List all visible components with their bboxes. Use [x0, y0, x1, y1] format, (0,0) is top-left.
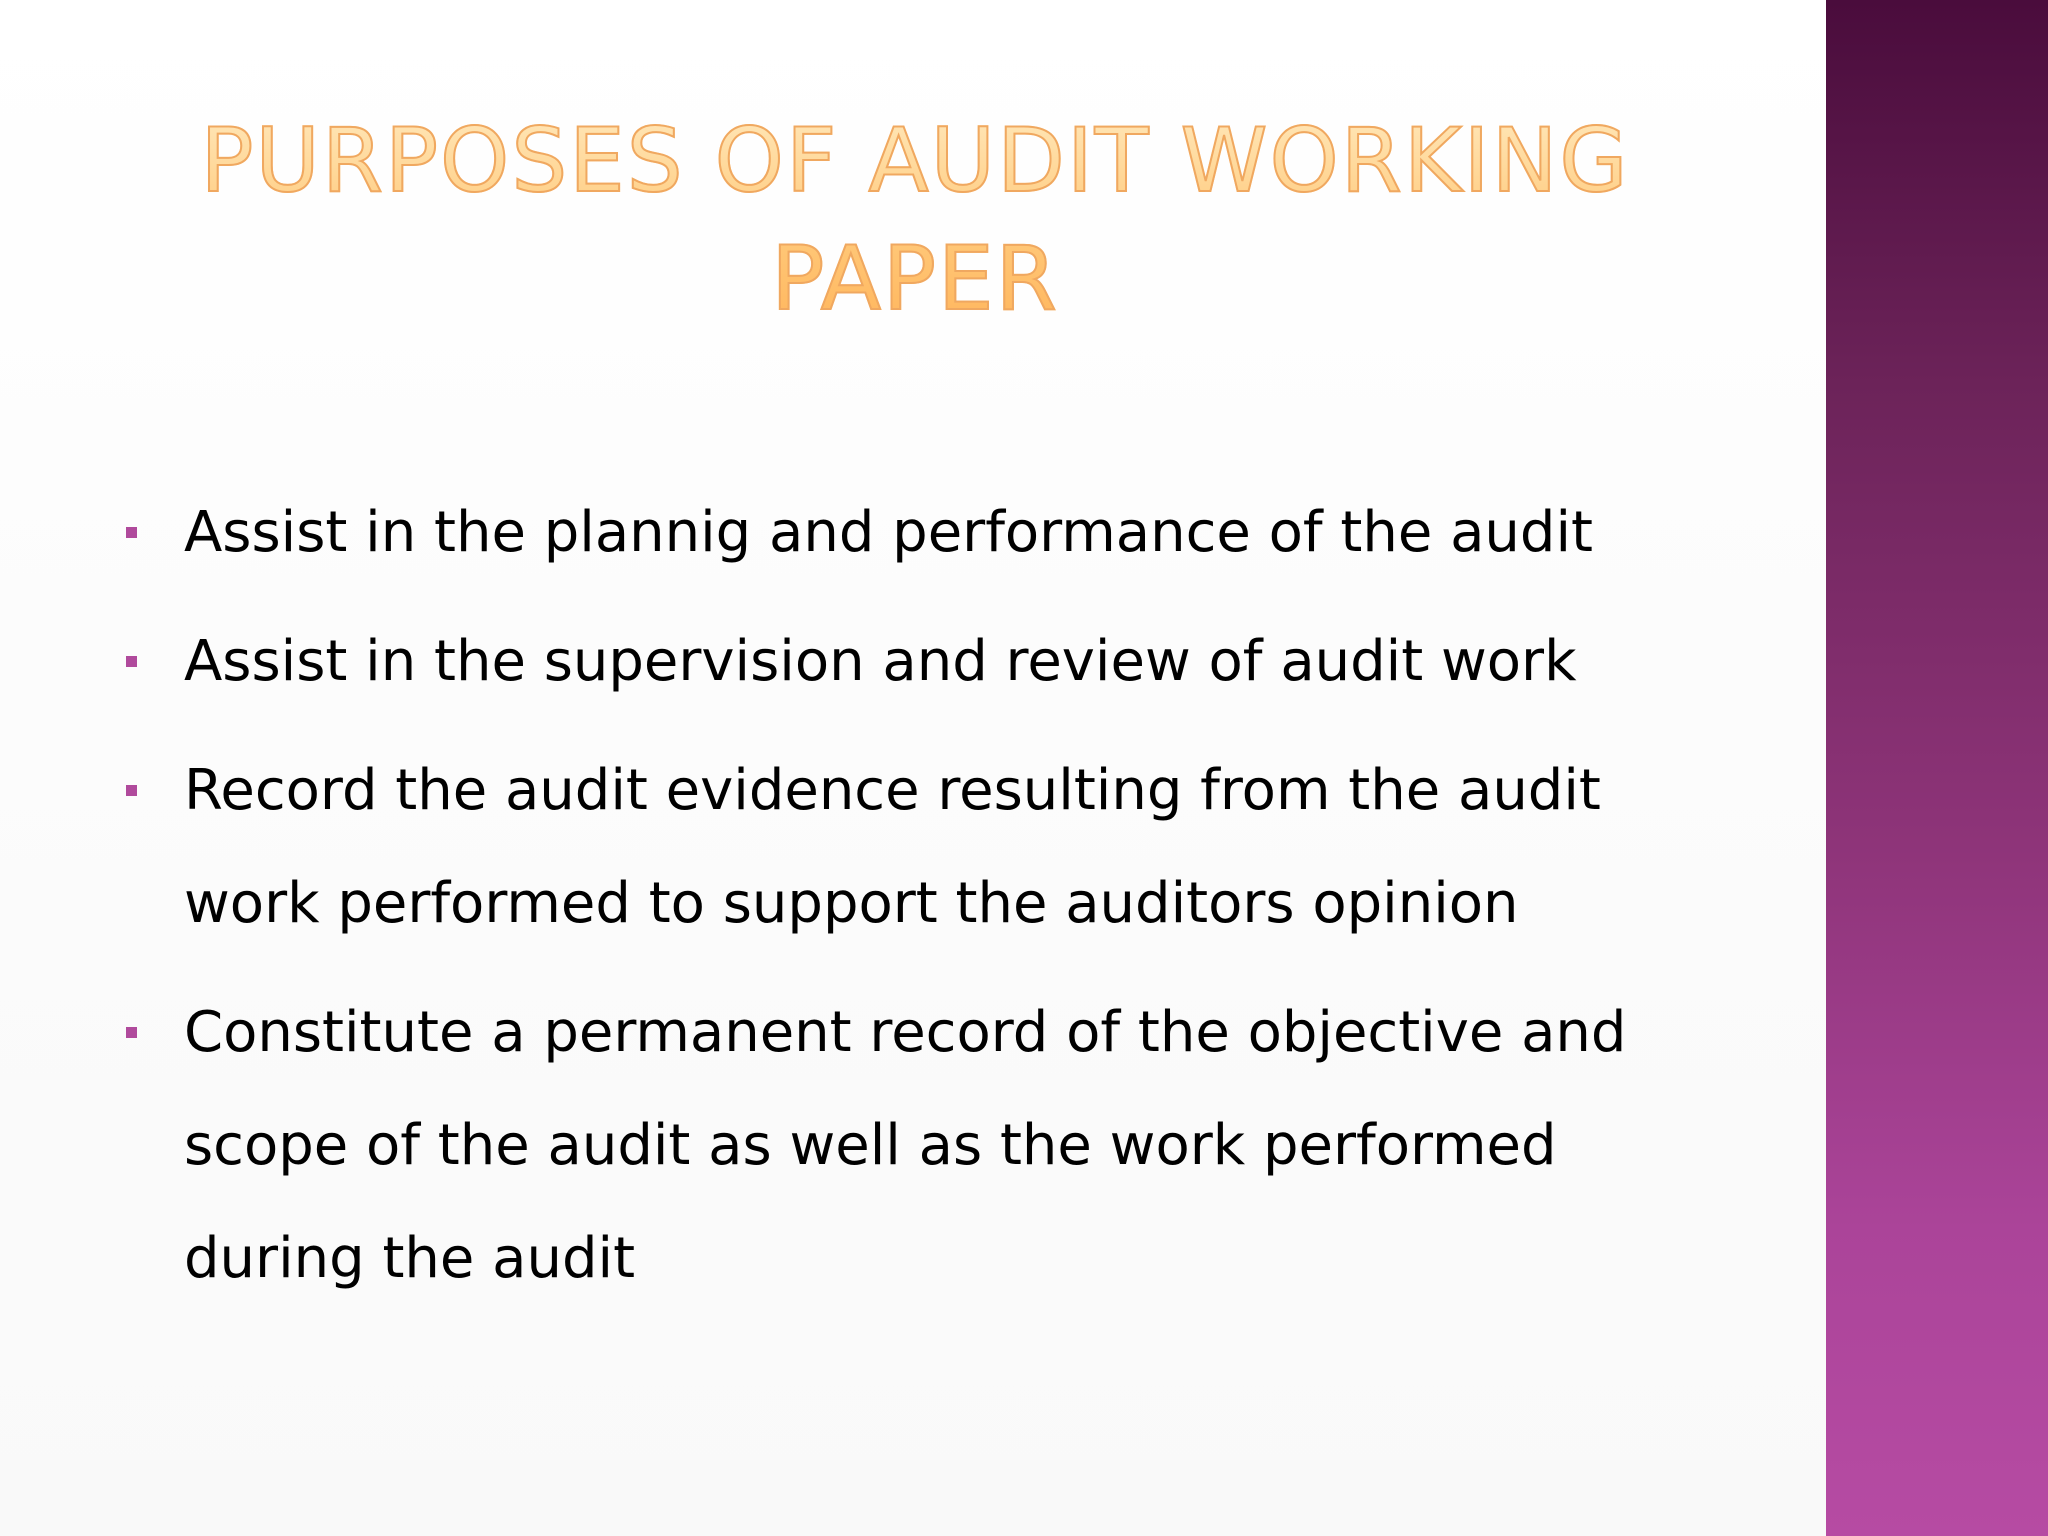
bullet-text: Assist in the supervision and review of audit work: [184, 629, 1577, 694]
square-bullet-icon: [126, 527, 137, 538]
bullet-text: Record the audit evidence resulting from the audit work performed to support the auditors opinion: [184, 758, 1601, 936]
square-bullet-icon: [126, 785, 137, 796]
square-bullet-icon: [126, 1027, 137, 1038]
bullet-item: [120, 976, 1720, 1315]
slide-title: PURPOSES OF AUDIT WORKING PAPER: [180, 102, 1650, 338]
bullet-item: [120, 605, 1720, 718]
bullet-text: Constitute a permanent record of the objective and scope of the audit as well as the work performed during the audit: [184, 1000, 1627, 1291]
decorative-sidebar: [1826, 0, 2048, 1536]
square-bullet-icon: [126, 656, 137, 667]
bullet-text: Assist in the plannig and performance of the audit: [184, 500, 1593, 565]
bullet-item: [120, 476, 1720, 589]
bullet-item: [120, 734, 1720, 960]
bullet-list: [120, 476, 1720, 1331]
